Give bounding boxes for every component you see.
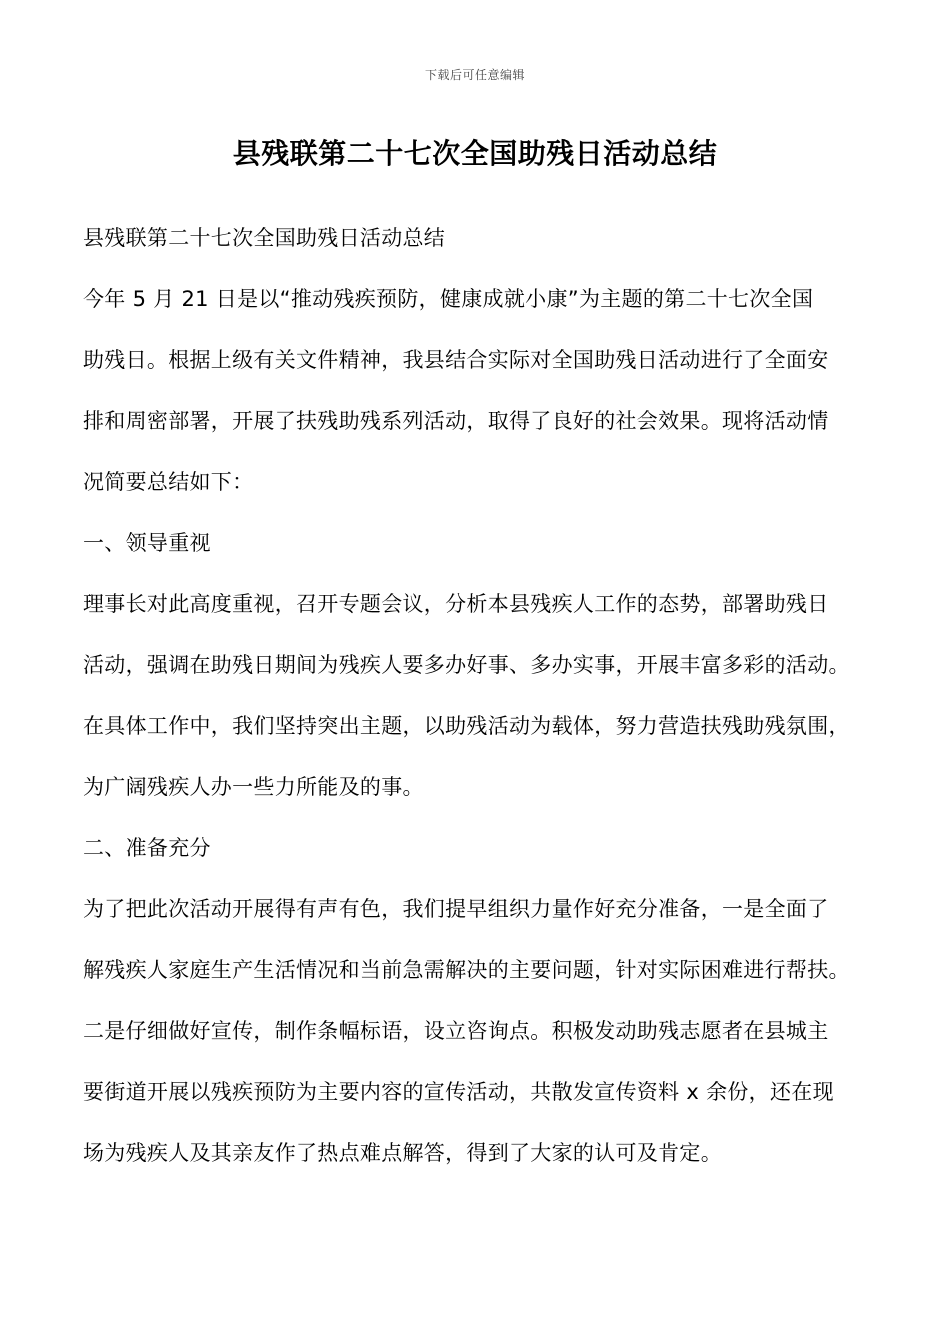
paragraph-line: 在具体工作中，我们坚持突出主题，以助残活动为载体，努力营造扶残助残氛围，: [83, 714, 850, 738]
document-title: 县残联第二十七次全国助残日活动总结: [232, 137, 718, 170]
document-body: [83, 216, 873, 1192]
paragraph-line: 况简要总结如下：: [83, 470, 254, 494]
paragraph-line: 排和周密部署，开展了扶残助残系列活动，取得了良好的社会效果。现将活动情: [83, 409, 829, 433]
paragraph-line: 要街道开展以残疾预防为主要内容的宣传活动，共散发宣传资料 x 余份，还在现: [83, 1080, 834, 1104]
section-heading: 一、领导重视: [83, 531, 211, 555]
paragraph-line: 为了把此次活动开展得有声有色，我们提早组织力量作好充分准备，一是全面了: [83, 897, 829, 921]
paragraph-line: 今年 5 月 21 日是以“推动残疾预防，健康成就小康”为主题的第二十七次全国: [83, 287, 814, 311]
paragraph-line: 场为残疾人及其亲友作了热点难点解答，得到了大家的认可及肯定。: [83, 1141, 722, 1165]
paragraph-line: 解残疾人家庭生产生活情况和当前急需解决的主要问题，针对实际困难进行帮扶。: [83, 958, 850, 982]
paragraph-line: 二是仔细做好宣传，制作条幅标语，设立咨询点。积极发动助残志愿者在县城主: [83, 1019, 829, 1043]
header-note: 下载后可任意编辑: [424, 68, 525, 82]
body-subtitle: 县残联第二十七次全国助残日活动总结: [83, 226, 446, 250]
section-heading: 二、准备充分: [83, 836, 211, 860]
paragraph-line: 活动，强调在助残日期间为残疾人要多办好事、多办实事，开展丰富多彩的活动。: [83, 653, 850, 677]
paragraph-line: 助残日。根据上级有关文件精神，我县结合实际对全国助残日活动进行了全面安: [83, 348, 829, 372]
paragraph-line: 为广阔残疾人办一些力所能及的事。: [83, 775, 424, 799]
paragraph-line: 理事长对此高度重视，召开专题会议，分析本县残疾人工作的态势，部署助残日: [83, 592, 829, 616]
